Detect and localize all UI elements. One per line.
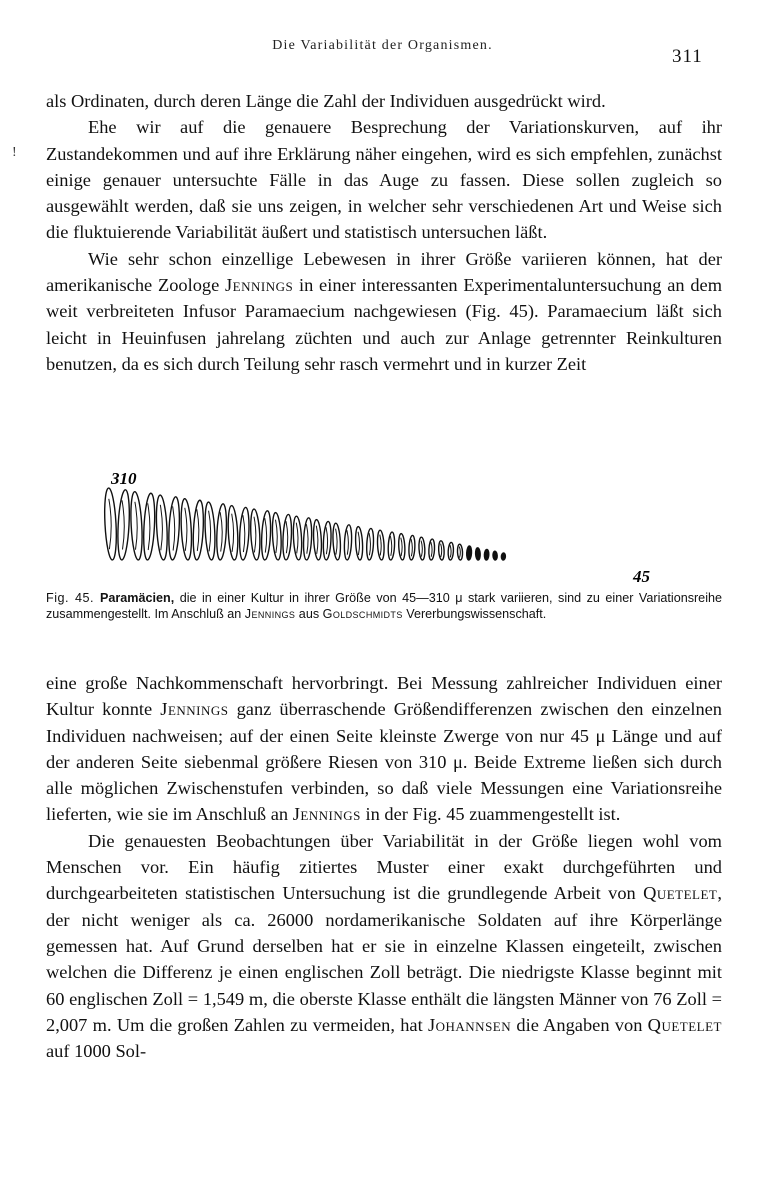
- paramecium-groove: [459, 547, 460, 558]
- paramecium-cell: [261, 511, 272, 561]
- paramecium-groove: [401, 538, 402, 557]
- paragraph-text: Wie sehr schon einzellige Lebewesen in ihrer Größe variieren können, hat der amerikanische Zoologe: [46, 248, 722, 296]
- text-block-top: [46, 88, 722, 377]
- paramecium-groove: [220, 512, 222, 551]
- paramecium-groove: [380, 535, 381, 556]
- paramecium-cell: [167, 497, 180, 561]
- caption-title: Paramäcien,: [99, 591, 175, 605]
- paramecium-cell: [475, 548, 480, 560]
- paragraph-text: auf 1000 Sol-: [46, 1041, 147, 1062]
- paramecium-groove: [411, 539, 412, 556]
- stray-mark: !: [12, 145, 17, 160]
- author-name: Jennings: [225, 275, 294, 296]
- author-name: Goldschmidts: [322, 607, 403, 622]
- page-number: 311: [672, 46, 703, 67]
- paramecium-groove: [296, 523, 298, 554]
- paramecium-groove: [306, 524, 308, 554]
- paramecium-cell: [250, 509, 261, 560]
- paramecium-groove: [316, 526, 318, 554]
- paramecium-groove: [369, 533, 370, 555]
- paramecium-cell: [116, 490, 130, 561]
- caption-text: Vererbungswissenschaft.: [402, 607, 547, 622]
- figure-number: Fig. 45.: [46, 591, 100, 605]
- paramecium-cell: [501, 553, 505, 560]
- paramecium-groove: [135, 502, 137, 550]
- paramecium-groove: [441, 544, 442, 558]
- top-paragraph: [46, 88, 722, 114]
- figure-caption: [46, 590, 722, 623]
- author-name: Quetelet: [643, 883, 718, 904]
- paramecium-groove: [197, 509, 199, 551]
- paramecium-cell: [103, 488, 118, 560]
- paramecium-groove: [276, 520, 278, 553]
- paramecium-groove: [122, 500, 124, 549]
- paramecium-cell: [493, 551, 498, 560]
- author-name: Jennings: [292, 804, 361, 825]
- paramecium-groove: [286, 521, 288, 553]
- paramecium-groove: [390, 536, 391, 556]
- paragraph-text: , der nicht weniger als ca. 26000 nordamerikanische Soldaten auf ihre Körperlänge gemessen hat. Auf Grund derselben hat er sie in einzelne Klassen eingeteilt, zwischen welchen die Differenz je einen englischen Zoll beträgt. Die niedrigste Klasse beginnt mit 60 englischen Zoll = 1,549 m, die oberste Klasse enthält die längsten Männer von 76 Zoll = 2,007 m. Um die großen Zahlen zu vermeiden, hat: [46, 883, 722, 1035]
- paramecium-groove: [450, 545, 451, 557]
- label-smallest: 45: [633, 567, 650, 586]
- figure-paramecium-series: [95, 468, 675, 588]
- paramecium-cell: [216, 504, 228, 561]
- running-head: Die Variabilität der Organismen.: [272, 38, 493, 53]
- caption-text: aus: [295, 607, 323, 622]
- paragraph-text: in einer interessanten Experimentaluntersuchung an dem weit verbreiteten Infusor Paramaecium nachgewiesen (Fig. 45). Paramaecium läßt sich leicht in Heuinfusen jahrelang züchten und auch zur Anlage getrennter Reinkulturen benutzen, da es sich durch Teilung sehr rasch vermehrt und in kurzer Zeit: [46, 275, 723, 374]
- top-paragraph: [46, 114, 722, 245]
- paramecium-cell: [484, 549, 489, 560]
- bottom-paragraph: [46, 670, 722, 828]
- paramecium-groove: [185, 508, 187, 551]
- paragraph-text: Ehe wir auf die genauere Besprechung der Variationskurven, auf ihr Zustandekommen und auf ihre Erklärung näher eingehen, wird es sich empfehlen, zunächst einige genauer untersuchte Fälle in das Auge zu fassen. Diese sollen zugleich so ausgewählt werden, daß sie uns zeigen, in welcher sehr verschiedenen Art und Weise sich die fluktuierende Variabilität äußert und statistisch untersuchen läßt.: [46, 117, 722, 243]
- paramecium-cell: [155, 495, 169, 560]
- paragraph-text: in der Fig. 45 zuammengestellt ist.: [360, 804, 621, 825]
- paramecium-groove: [336, 529, 338, 555]
- paramecium-groove: [160, 505, 162, 551]
- top-paragraph: [46, 246, 722, 377]
- paramecium-cell: [282, 514, 293, 560]
- paramecium-cell: [227, 505, 239, 560]
- paramecium-cell: [204, 502, 216, 560]
- paramecium-groove: [421, 541, 422, 557]
- paramecium-cell: [238, 507, 250, 560]
- paramecium-cell: [142, 493, 156, 560]
- author-name: Jennings: [244, 607, 296, 622]
- paramecium-cell: [180, 498, 193, 560]
- paramecium-groove: [431, 542, 432, 557]
- paramecium-groove: [173, 506, 175, 550]
- paragraph-text: ganz überraschende Größendifferenzen zwischen den einzelnen Individuen nachweisen; auf der einen Seite kleinste Zwerge von nur 45 μ Länge und auf der anderen Seite siebenmal größere Riesen von 310 μ. Beide Extreme ließen sich durch alle möglichen Zwischenstufen verbinden, so daß viele Messungen eine Variationsreihe lieferten, wie sie im Anschluß an: [46, 699, 722, 825]
- paramecium-groove: [254, 517, 256, 553]
- paramecium-cell: [192, 500, 205, 560]
- author-name: Johannsen: [427, 1014, 512, 1035]
- paramecium-groove: [347, 530, 349, 555]
- paramecium-groove: [265, 518, 267, 552]
- paragraph-text: die Angaben von: [511, 1014, 648, 1035]
- paragraph-text: eine große Nachkommenschaft hervorbringt. Bei Messung zahlreicher Individuen einer Kultur konnte: [46, 673, 722, 720]
- paramecium-groove: [232, 514, 234, 552]
- text-block-bottom: [46, 670, 722, 1064]
- bottom-paragraph: [46, 828, 722, 1065]
- paramecium-groove: [209, 511, 211, 552]
- paragraph-text: als Ordinaten, durch deren Länge die Zahl der Individuen ausgedrückt wird.: [46, 91, 606, 111]
- paramecium-groove: [326, 527, 328, 554]
- paramecium-groove: [358, 532, 359, 555]
- author-name: Jennings: [160, 699, 229, 720]
- paramecium-groove: [109, 499, 111, 549]
- paragraph-text: Die genauesten Beobachtungen über Variabilität in der Größe liegen wohl vom Menschen vor. Ein häufig zitiertes Muster einer exakt durchgeführten und durchgearbeiteten statistischen Untersuchung ist die grundlegende Arbeit von: [46, 830, 722, 904]
- paramecium-groove: [148, 503, 150, 550]
- paramecium-groove: [243, 515, 245, 552]
- author-name: Quetelet: [647, 1014, 722, 1035]
- paramecium-cell: [129, 491, 143, 560]
- paramecium-series-illustration: [95, 468, 675, 588]
- caption-text: die in einer Kultur in ihrer Größe von 45—310 μ stark variieren, sind zu einer Variationsreihe zusammengestellt. Im Anschluß an: [46, 591, 722, 622]
- label-largest: 310: [111, 469, 137, 488]
